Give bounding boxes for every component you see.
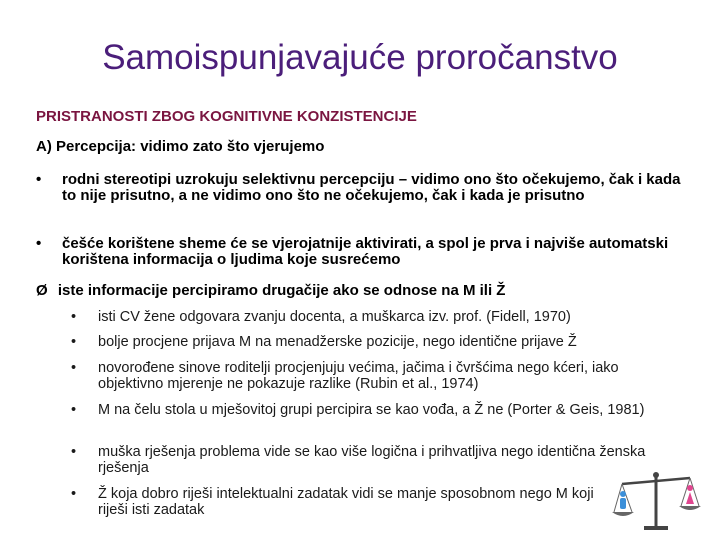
sub-bullet-item — [71, 486, 599, 518]
balance-scale-icon — [610, 468, 702, 532]
bullet-item — [36, 172, 686, 204]
bullet-dot: • — [71, 486, 77, 502]
sub-bullet-item — [71, 309, 671, 325]
arrow-bullet-icon: Ø — [36, 282, 48, 299]
sub-bullet-text: Ž koja dobro riješi intelektualni zadatak vidi se manje sposobnom nego M koji riješi isti zadatak — [98, 486, 594, 518]
bullet-dot: • — [71, 360, 77, 376]
arrow-item-text: iste informacije percipiramo drugačije ako se odnose na M ili Ž — [57, 282, 506, 299]
sub-bullet-item — [71, 360, 671, 392]
sub-bullet-text: novorođene sinove roditelji procjenjuju većima, jačima i čvršćima nego kćeri, iako objektivno mjerenje ne pokazuje razlike (Rubin et al., 1974) — [98, 360, 619, 392]
sub-bullet-text: muška rješenja problema vide se kao više logična i prihvatljiva nego identična ženska rješenja — [98, 444, 646, 476]
sub-bullet-item — [71, 334, 671, 350]
bullet-text: rodni stereotipi uzrokuju selektivnu percepciju – vidimo ono što očekujemo, čak i kada to nije prisutno, a ne vidimo ono što ne očekujemo, čak i kada je prisutno — [62, 171, 681, 204]
page-title: Samoispunjavajuće proročanstvo — [102, 38, 618, 77]
bullet-dot: • — [71, 402, 77, 418]
sub-bullet-text: M na čelu stola u mješovitoj grupi percipira se kao vođa, a Ž ne (Porter & Geis, 1981) — [98, 402, 645, 418]
bullet-dot: • — [71, 444, 77, 460]
section-heading: A) Percepcija: vidimo zato što vjerujemo — [36, 138, 325, 155]
sub-bullet-text: bolje procjene prijava M na menadžerske pozicije, nego identične prijave Ž — [98, 334, 577, 350]
bullet-dot: • — [71, 334, 77, 350]
section-subtitle: PRISTRANOSTI ZBOG KOGNITIVNE KONZISTENCIJE — [36, 108, 417, 125]
bullet-dot: • — [71, 309, 77, 325]
bullet-dot: • — [36, 235, 42, 252]
male-figure-icon — [620, 491, 626, 509]
sub-bullet-text: isti CV žene odgovara zvanju docenta, a muškarca izv. prof. (Fidell, 1970) — [98, 309, 571, 325]
sub-bullet-item — [71, 402, 671, 418]
sub-bullet-item — [71, 444, 671, 476]
female-figure-icon — [686, 485, 694, 504]
bullet-dot: • — [36, 171, 42, 188]
arrow-item — [36, 282, 505, 299]
bullet-text: češće korištene sheme će se vjerojatnije aktivirati, a spol je prva i najviše automatski korištena informacija o ljudima koje susrećemo — [62, 235, 669, 268]
bullet-item — [36, 236, 686, 268]
